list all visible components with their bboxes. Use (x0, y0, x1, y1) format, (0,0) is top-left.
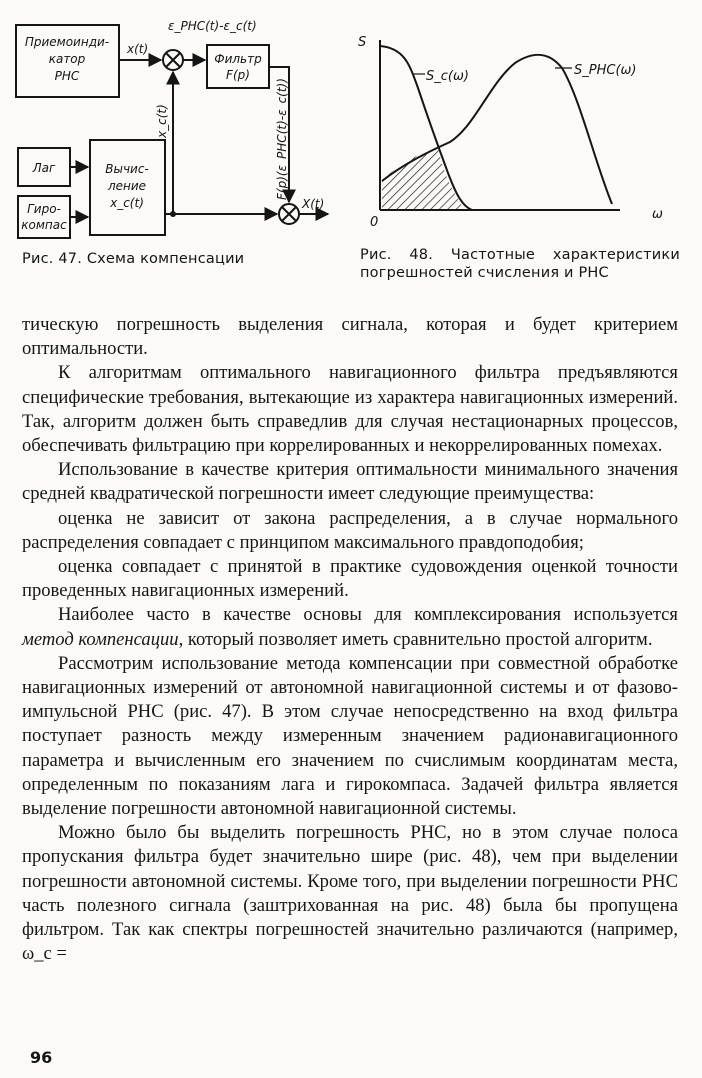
figure-47-caption: Рис. 47. Схема компенсации (22, 251, 245, 267)
signal-x-label: x(t) (127, 42, 149, 56)
origin-label: 0 (370, 215, 379, 230)
paragraph: Использование в качестве критерия оптимальности минимального значения средней квадратической погрешности имеет следующие преимущества: (22, 459, 678, 505)
signal-out-label: X(t) (302, 197, 325, 211)
gyro-label-1: Гиро- (27, 202, 61, 216)
log-label: Лаг (32, 161, 56, 175)
figure-48-caption: Рис. 48. Частотные характеристики погрешностей счисления и РНС (360, 247, 680, 281)
paragraph-method (22, 603, 678, 651)
computer-label-1: Вычис- (105, 162, 149, 176)
gyro-label-2: компас (21, 218, 67, 232)
receiver-label-3: РНС (54, 69, 80, 83)
figure-47-block-diagram (10, 10, 350, 240)
receiver-label-1: Приемоинди- (24, 35, 110, 49)
signal-diff-label: ε_РНС(t)-ε_c(t) (168, 19, 257, 33)
paragraph: оценка не зависит от закона распределения, а в случае нормального распределения совпадает с принципом максимального правдоподобия; (22, 507, 678, 553)
filter-label-2: F(p) (226, 68, 250, 82)
computer-label-2: ление (107, 179, 147, 193)
method-text-before: Наиболее часто в качестве основы для комплексирования используется (58, 604, 678, 626)
curve-sc-label: S_c(ω) (426, 69, 469, 84)
signal-xc-label: x_c(t) (155, 104, 169, 138)
body-text (22, 313, 678, 966)
page-number: 96 (30, 1048, 53, 1067)
figure-48-spectra (350, 18, 690, 233)
curve-srnc-label: S_РНС(ω) (574, 63, 637, 78)
paragraph: тическую погрешность выделения сигнала, которая и будет критерием оптимальности. (22, 314, 678, 360)
filter-label-1: Фильтр (214, 52, 262, 66)
paragraph: Рассмотрим использование метода компенсации при совместной обработке навигационных измерений от автономной навигационной системы и от фазово-импульсной РНС (рис. 47). В этом случае непосредственно на вход фильтра поступает разность между измеренным значением радионавигационного параметра и вычисленным его значением по счислимым координатам места, определенным по показаниям лага и гирокомпаса. Задачей фильтра является выделение погрешности автономной навигационной системы. (22, 652, 678, 820)
method-term: метод компенсации (22, 628, 179, 650)
receiver-label-2: катор (48, 52, 86, 66)
overlap-hatched-region (382, 148, 465, 210)
method-text-after: , который позволяет иметь сравнительно простой алгоритм. (178, 628, 653, 650)
computer-label-3: x_c(t) (110, 196, 144, 210)
paragraph: оценка совпадает с принятой в практике судовождения оценкой точности проведенных навигационных измерений. (22, 556, 678, 602)
paragraph: Можно было бы выделить погрешность РНС, но в этом случае полоса пропускания фильтра будет значительно шире (рис. 48), чем при выделении погрешности автономной системы. Кроме того, при выделении погрешности РНС часть полезного сигнала (заштрихованная на рис. 48) была бы пропущена фильтром. Так как спектры погрешностей значительно различаются (например, ω_c = (22, 822, 678, 965)
x-axis-label: ω (652, 207, 663, 222)
y-axis-label: S (358, 35, 367, 50)
paragraph: К алгоритмам оптимального навигационного фильтра предъявляются специфические требования, вытекающие из характера навигационных измерений. Так, алгоритм должен быть справедлив для случая нестационарных процессов, обеспечивать фильтрацию при коррелированных и некоррелированных помехах. (22, 362, 678, 457)
signal-filtered-label: F(p)(ε_РНС(t)-ε_c(t)) (275, 78, 289, 200)
